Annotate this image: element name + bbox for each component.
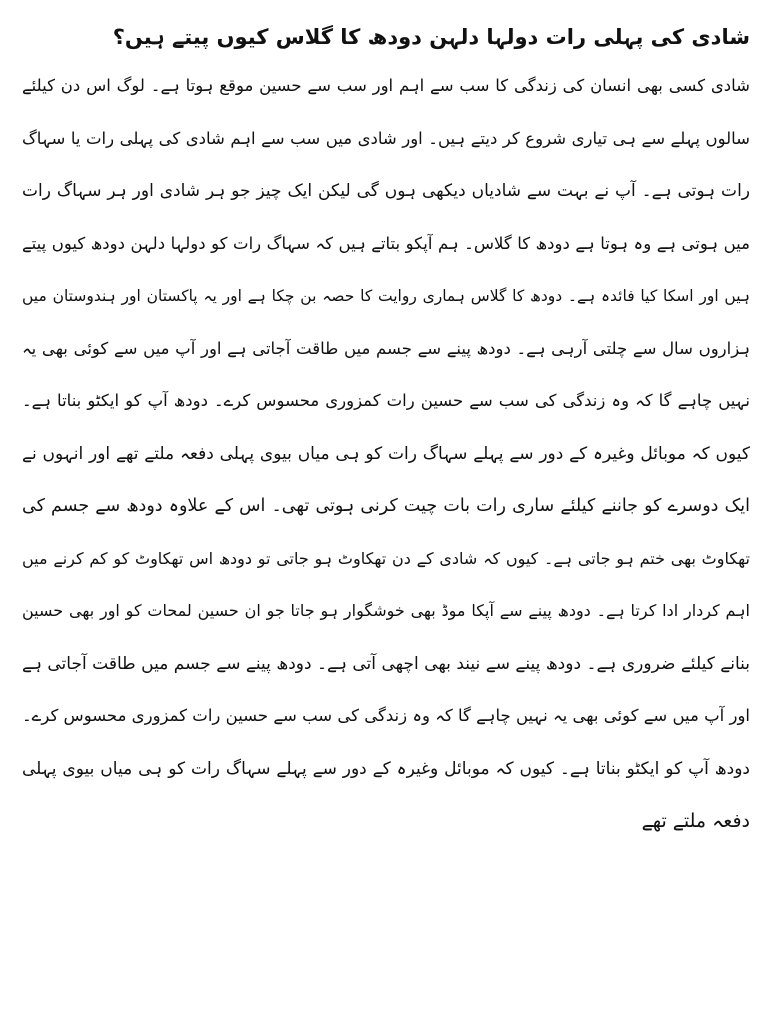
body-line: بنانے کیلئے ضروری ہے۔ دودھ پینے سے نیند بھی اچھی آتی ہے۔ دودھ پینے سے جسم میں طاقت آجاتی ہے (22, 653, 750, 674)
body-line: رات ہوتی ہے۔ آپ نے بہت سے شادیاں دیکھی ہوں گی لیکن ایک چیز جو ہر شادی اور ہر سہاگ رات (22, 181, 750, 201)
body-line: تھکاوٹ بھی ختم ہو جاتی ہے۔ کیوں کہ شادی کے دن تھکاوٹ ہو جاتی تو دودھ اس تھکاوٹ کو کم کرنے میں (22, 548, 750, 568)
body-line: ایک دوسرے کو جاننے کیلئے ساری رات بات چیت کرنی ہوتی تھی۔ اس کے علاوہ دودھ سے جسم کی (22, 496, 750, 516)
body-line: میں ہوتی ہے وہ ہوتا ہے دودھ کا گلاس۔ ہم آپکو بتاتے ہیں کہ سہاگ رات کو دولہا دلہن دودھ کیوں پیتے (22, 233, 750, 253)
body-line: کیوں کہ موبائل وغیرہ کے دور سے پہلے سہاگ رات کو ہی میاں بیوی پہلی دفعہ ملتے تھے اور انہوں نے (22, 443, 750, 464)
article (22, 20, 750, 854)
article-title: شادی کی پہلی رات دولہا دلہن دودھ کا گلاس کیوں پیتے ہیں؟ (112, 25, 750, 49)
article-body (22, 66, 750, 854)
body-line: اور آپ میں سے کوئی بھی یہ نہیں چاہے گا کہ وہ زندگی کی سب سے حسین رات کمزوری محسوس کرے۔ (22, 706, 750, 725)
body-line: ہزاروں سال سے چلتی آرہی ہے۔ دودھ پینے سے جسم میں طاقت آجاتی ہے اور آپ میں سے کوئی بھی یہ (22, 338, 750, 358)
body-line: سالوں پہلے سے ہی تیاری شروع کر دیتے ہیں۔ اور شادی میں سب سے اہم شادی کی پہلی رات یا سہاگ (22, 128, 750, 148)
body-line: ہیں اور اسکا کیا فائدہ ہے۔ دودھ کا گلاس ہماری روایت کا حصہ بن چکا ہے اور یہ پاکستان اور ہندوستان میں (22, 287, 750, 305)
body-line: دودھ آپ کو ایکٹو بناتا ہے۔ کیوں کہ موبائل وغیرہ کے دور سے پہلے سہاگ رات کو ہی میاں بیوی پہلی (22, 758, 750, 779)
body-line-last: دفعہ ملتے تھے (641, 810, 750, 832)
body-line: نہیں چاہے گا کہ وہ زندگی کی سب سے حسین رات کمزوری محسوس کرے۔ دودھ آپ کو ایکٹو بناتا ہے۔ (22, 391, 750, 410)
body-line: شادی کسی بھی انسان کی زندگی کا سب سے اہم اور سب سے حسین موقع ہوتا ہے۔ لوگ اس دن کیلئے (22, 76, 750, 95)
body-line: اہم کردار ادا کرتا ہے۔ دودھ پینے سے آپکا موڈ بھی خوشگوار ہو جاتا جو ان حسین لمحات کو اور بھی حسین (22, 601, 750, 620)
